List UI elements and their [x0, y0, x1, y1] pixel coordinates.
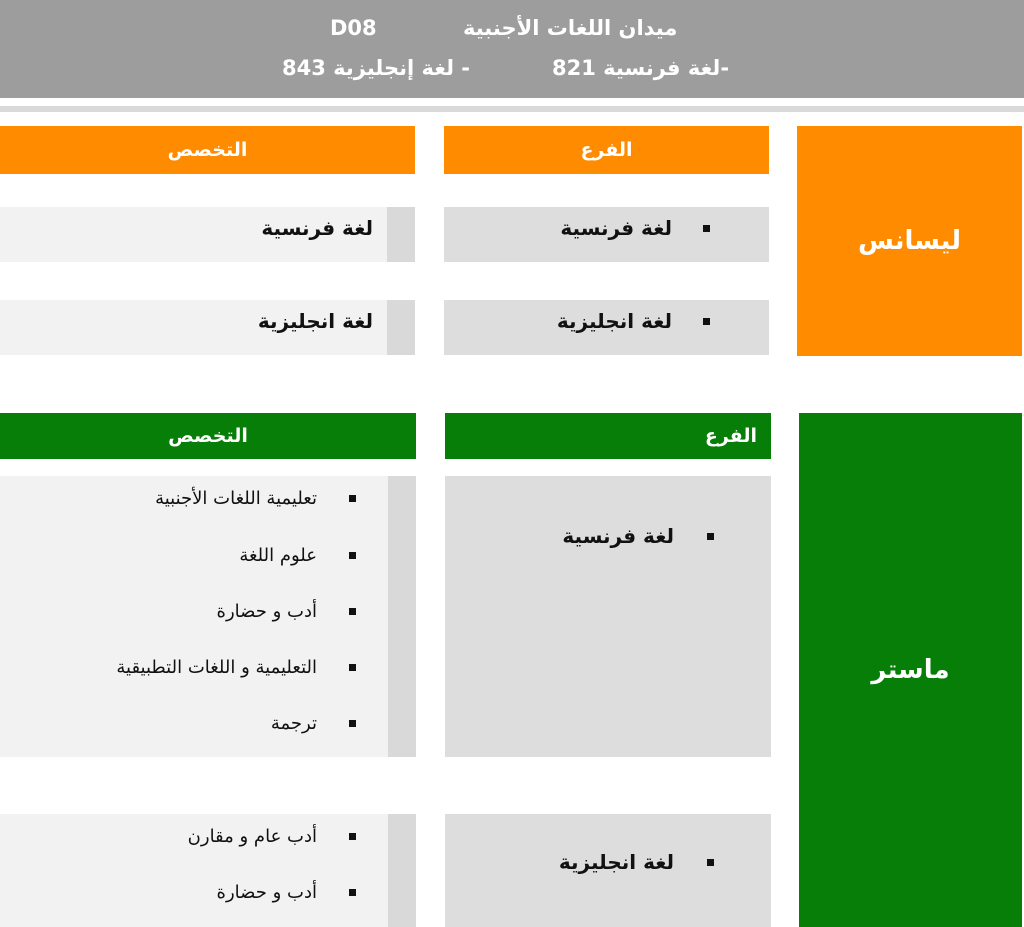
- licence-specialty-french: لغة فرنسية: [261, 216, 373, 240]
- header-english-code: - لغة إنجليزية 843: [282, 56, 471, 80]
- master-branch-cell: [445, 476, 771, 757]
- master-box: ماستر: [799, 413, 1022, 927]
- bullet-icon: [349, 833, 356, 840]
- licence-specialty-header: التخصص: [0, 126, 415, 174]
- master-specialty-item: تعليمية اللغات الأجنبية: [155, 488, 317, 509]
- header-divider: [0, 106, 1024, 112]
- cell-divider-strip: [387, 300, 415, 355]
- bullet-icon: [707, 533, 714, 540]
- domain-header: [0, 0, 1024, 98]
- master-branch-header: الفرع: [445, 413, 771, 459]
- master-specialty-item: أدب و حضارة: [216, 882, 317, 903]
- bullet-icon: [349, 495, 356, 502]
- master-specialty-item: التعليمية و اللغات التطبيقية: [116, 657, 317, 678]
- licence-branch-english: لغة انجليزية: [556, 309, 672, 333]
- licence-branch-header: الفرع: [444, 126, 769, 174]
- bullet-icon: [707, 859, 714, 866]
- master-specialty-item: أدب عام و مقارن: [187, 826, 317, 847]
- licence-specialty-english: لغة انجليزية: [257, 309, 373, 333]
- domain-code: D08: [330, 16, 377, 40]
- master-specialty-item: أدب و حضارة: [216, 601, 317, 622]
- bullet-icon: [703, 225, 710, 232]
- bullet-icon: [349, 608, 356, 615]
- header-french-code: -لغة فرنسية 821: [552, 56, 730, 80]
- cell-divider-strip: [388, 814, 416, 927]
- licence-branch-french: لغة فرنسية: [560, 216, 672, 240]
- bullet-icon: [703, 318, 710, 325]
- cell-divider-strip: [388, 476, 416, 757]
- bullet-icon: [349, 552, 356, 559]
- cell-divider-strip: [387, 207, 415, 262]
- domain-title: ميدان اللغات الأجنبية: [463, 16, 678, 40]
- master-specialty-item: علوم اللغة: [239, 545, 317, 566]
- bullet-icon: [349, 889, 356, 896]
- master-branch-french: لغة فرنسية: [562, 524, 674, 548]
- master-specialty-item: ترجمة: [270, 713, 317, 734]
- bullet-icon: [349, 720, 356, 727]
- bullet-icon: [349, 664, 356, 671]
- master-branch-english: لغة انجليزية: [558, 850, 674, 874]
- master-specialty-header: التخصص: [0, 413, 416, 459]
- licence-box: ليسانس: [797, 126, 1022, 356]
